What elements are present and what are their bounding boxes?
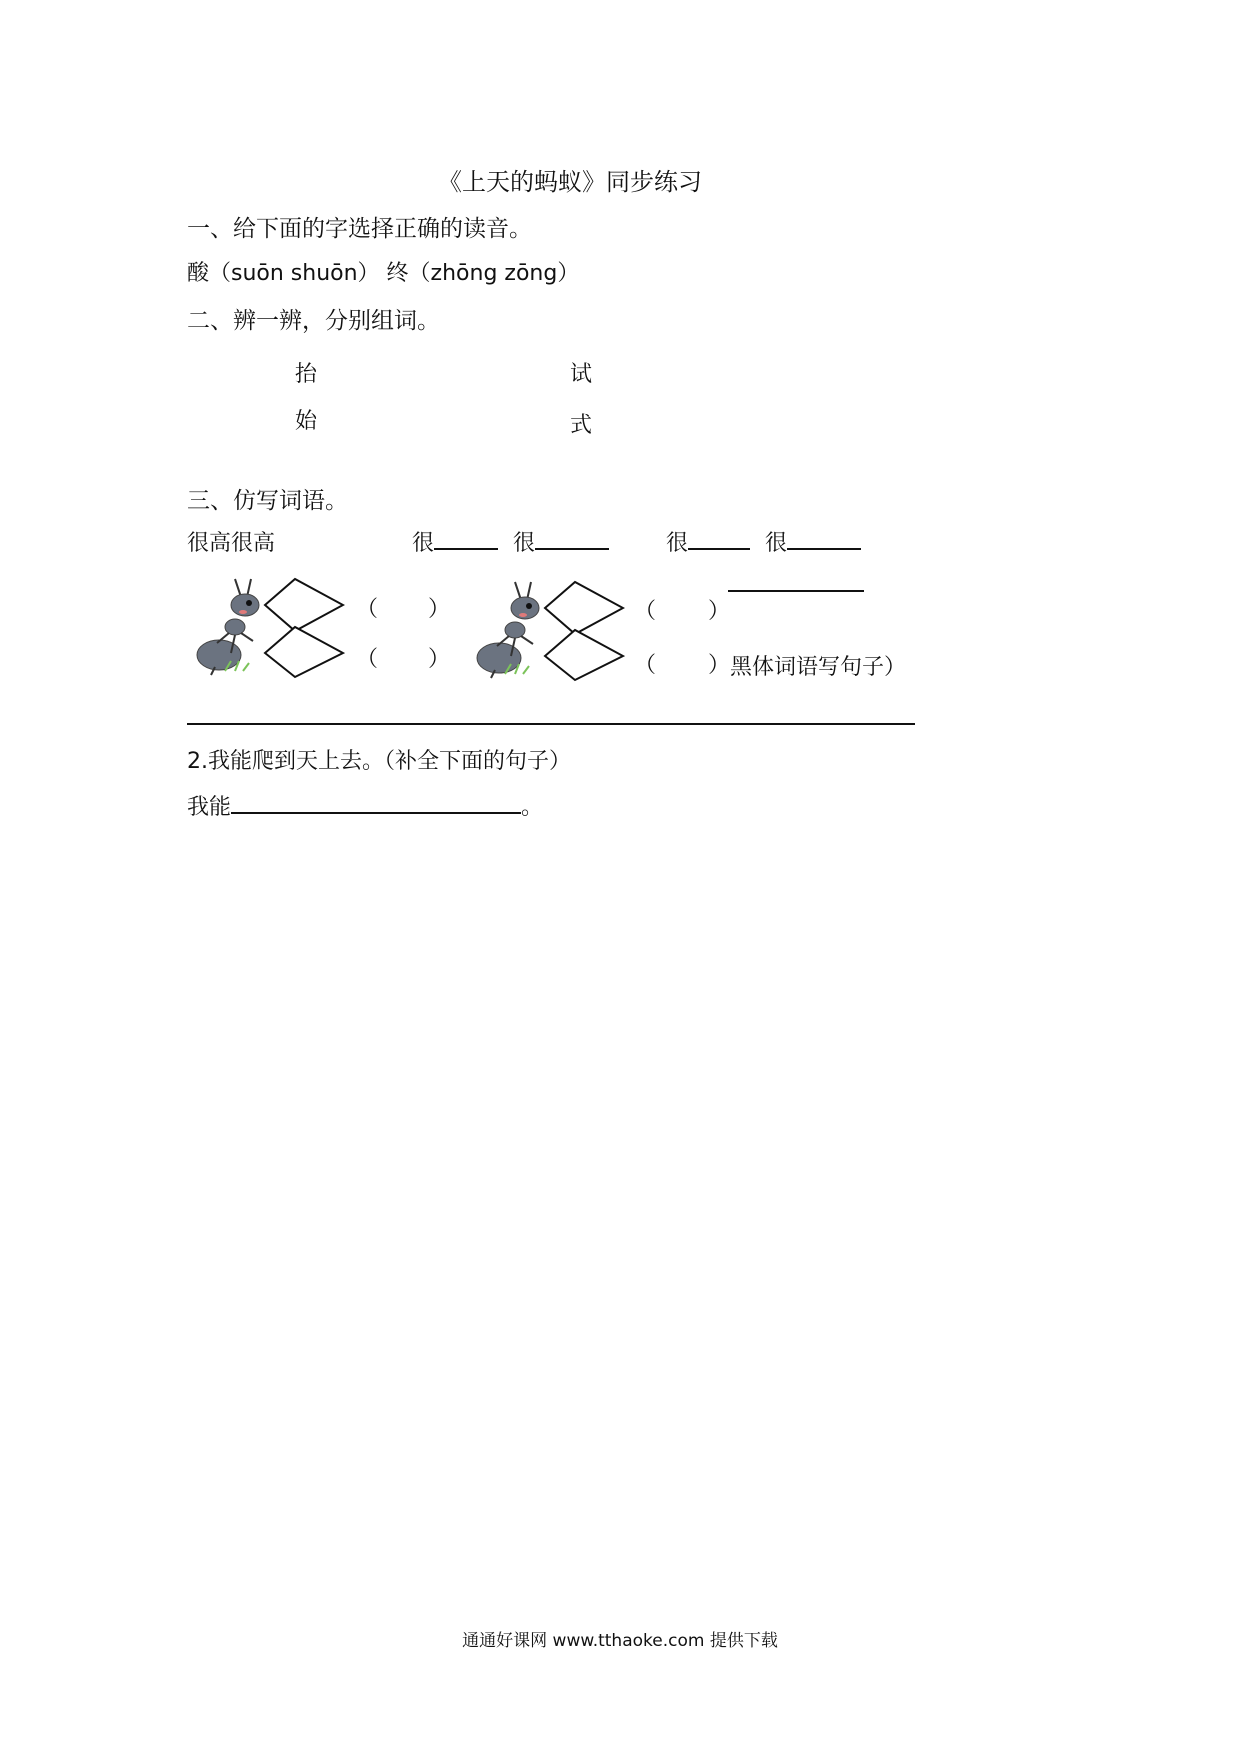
section-3-heading: 三、仿写词语。 [187,488,348,514]
page-title: 《上天的蚂蚁》同步练习 [438,168,702,196]
hen-char: 很 [765,531,788,556]
hen-char: 很 [412,531,435,556]
paren-close: ） [708,599,731,624]
paren-close: ） [428,647,451,672]
answer-line [187,723,915,725]
question-2-prompt: 2.我能爬到天上去。（补全下面的句子） [187,749,571,774]
imitate-group-1 [412,526,609,557]
answer-end: 。 [521,795,544,820]
answer-line [728,590,864,592]
sentence-blank[interactable] [231,792,521,814]
question-2-answer [187,790,543,821]
ant-diamond-icon [195,575,345,680]
hen-char: 很 [666,531,689,556]
paren-open: （ [634,653,657,678]
hen-char: 很 [513,531,536,556]
paren-open: （ [356,597,379,622]
section-2-heading: 二、辨一辨，分别组词。 [187,308,440,334]
footer-credit: 通通好课网 www.tthaoke.com 提供下载 [462,1631,778,1651]
char-shi-try: 试 [570,362,593,387]
truncated-instruction: 黑体词语写句子） [730,655,907,680]
ant-diamond-icon [475,578,625,683]
paren-open: （ [634,599,657,624]
imitate-group-2 [666,526,861,557]
paren-open: （ [356,647,379,672]
section-1-heading: 一、给下面的字选择正确的读音。 [187,216,532,242]
paren-close: ） [708,653,731,678]
char-tai: 抬 [295,362,318,387]
blank-input[interactable] [688,528,750,550]
char-shi-begin: 始 [295,409,318,434]
section-1-pinyin-line: 酸（suōn shuōn） 终（zhōng zōng） [187,261,580,286]
char-shi-style: 式 [570,413,593,438]
example-word: 很高很高 [187,531,276,556]
blank-input[interactable] [535,528,609,550]
paren-close: ） [428,597,451,622]
answer-start: 我能 [187,795,232,820]
blank-input[interactable] [434,528,498,550]
blank-input[interactable] [787,528,861,550]
